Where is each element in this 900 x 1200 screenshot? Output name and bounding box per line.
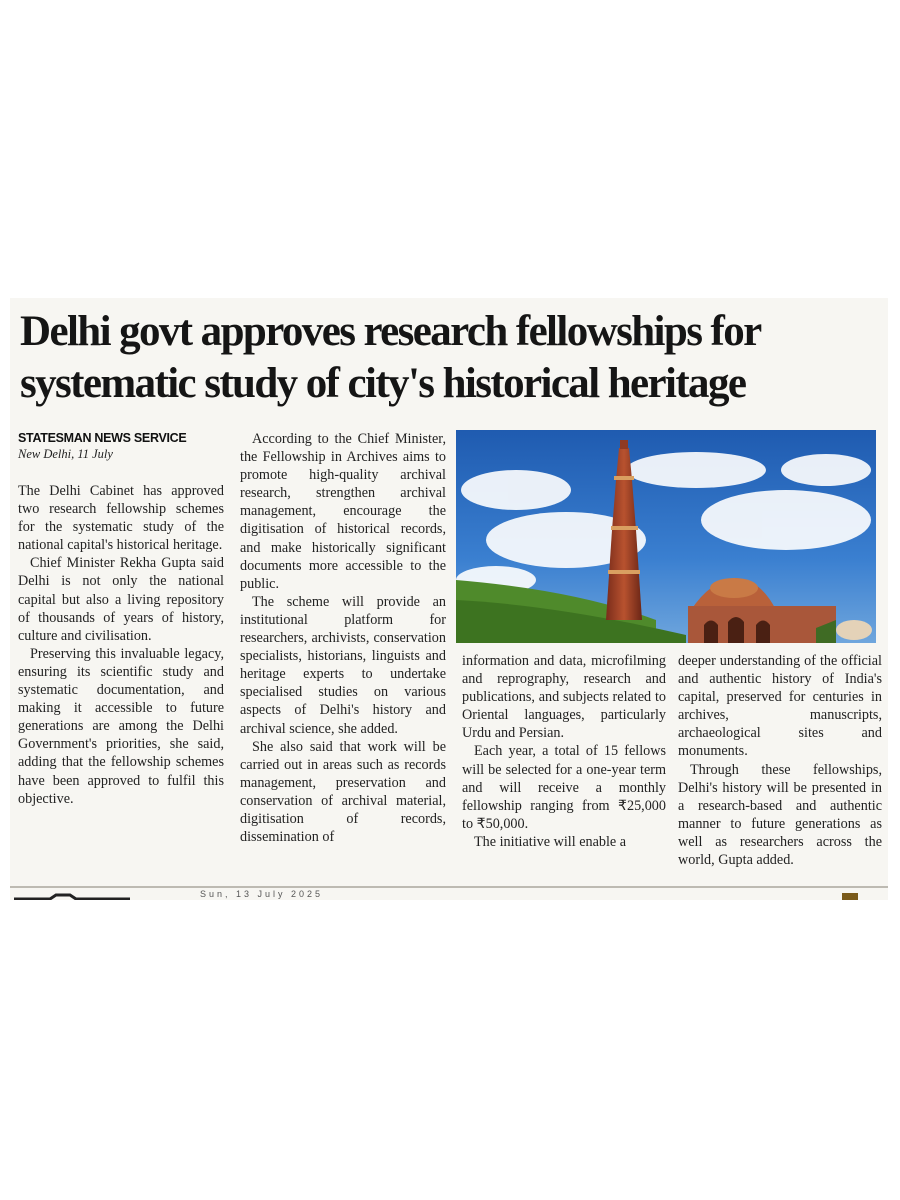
paragraph: Through these fellowships, Delhi's history will be presented in a research-based and authentic manner to future generations as well as researchers across the world, Gupta added. <box>678 761 882 869</box>
paragraph: deeper understanding of the official and authentic history of India's capital, preserved for centuries in archives, manuscripts, archaeological sites and monuments. <box>678 653 882 760</box>
qutub-minar-photo-illustration <box>456 430 876 643</box>
paragraph: Preserving this invaluable legacy, ensuring its scientific study and systematic documentation, and making it accessible to future generations are among the Delhi Government's priorities, she said, adding that the fellowship schemes have been approved to fulfil this objective. <box>18 645 224 807</box>
paragraph: The initiative will enable a <box>474 833 627 850</box>
paragraph: information and data, microfilming and reprography, research and publications, and subjects related to Oriental languages, particularly Urdu and Persian. <box>462 653 666 742</box>
masthead-logo-fragment <box>10 891 888 900</box>
bottom-rule <box>10 886 888 888</box>
paragraph: She also said that work will be carried out in areas such as records management, preservation and conservation of archival material, digitisation of records, dissemination of <box>240 738 446 846</box>
footer-date: Sun, 13 July 2025 <box>200 889 324 899</box>
article-column-4 <box>678 652 882 869</box>
article-column-1 <box>18 430 224 808</box>
article-column-3 <box>462 652 666 851</box>
byline: STATESMAN NEWS SERVICE <box>18 431 187 445</box>
qutub-minar-photo <box>456 430 876 643</box>
headline <box>20 306 880 410</box>
article-column-2 <box>240 430 446 846</box>
paragraph: Each year, a total of 15 fellows will be selected for a one-year term and will receive a monthly fellowship ranging from ₹25,000 to ₹50,000. <box>462 743 666 832</box>
footer-strip <box>10 889 888 900</box>
paragraph: According to the Chief Minister, the Fellowship in Archives aims to promote high-quality archival research, strengthen archival management, encourage the digitisation of historical records, and make historically significant documents more accessible to the public. <box>240 431 446 592</box>
paragraph: The scheme will provide an institutional platform for researchers, archivists, conservation specialists, historians, linguists and heritage experts to undertake specialised studies on various aspects of Delhi's history and archival science, she added. <box>240 593 446 737</box>
headline-line-2: systematic study of city's historical heritage <box>20 360 746 407</box>
paragraph: The Delhi Cabinet has approved two research fellowship schemes for the systematic study of the national capital's historical heritage. <box>18 483 224 554</box>
paragraph: Chief Minister Rekha Gupta said Delhi is not only the national capital but also a living repository of thousands of years of history, culture and civilisation. <box>18 555 224 644</box>
dateline: New Delhi, 11 July <box>18 447 113 461</box>
newspaper-clipping <box>10 298 888 900</box>
headline-line-1: Delhi govt approves research fellowships for <box>20 308 761 355</box>
